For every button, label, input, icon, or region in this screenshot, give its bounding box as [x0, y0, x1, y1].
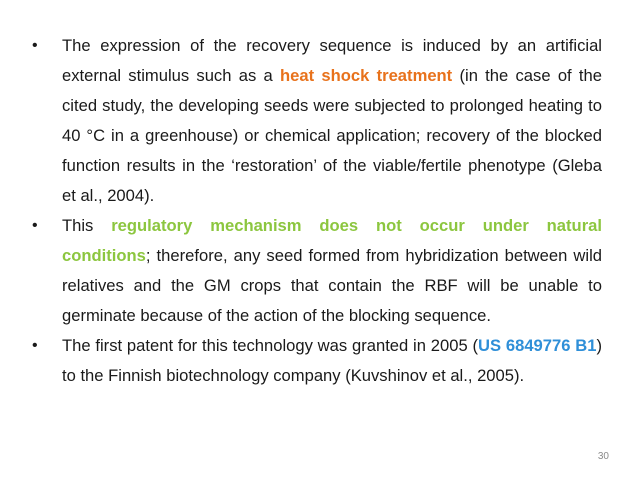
- bullet-text: The expression of the recovery sequence is induced by an artificial external stimulus such as a: [62, 36, 602, 85]
- bullet-list: [30, 31, 602, 391]
- bullet-item-recovery: [30, 31, 602, 211]
- bullet-item-patent: [30, 331, 602, 391]
- highlight-heat-shock: heat shock treatment: [280, 66, 453, 85]
- bullet-dot-icon: •: [32, 217, 38, 234]
- bullet-dot-icon: •: [32, 37, 38, 54]
- bullet-text: ) to the Finnish biotechnology company (Kuvshinov et al., 2005).: [62, 336, 603, 385]
- bullet-text: The first patent for this technology was granted in 2005 (: [62, 336, 479, 355]
- bullet-text: (in the case of the cited study, the developing seeds were subjected to prolonged heating to 40 °C in a greenhouse) or chemical application; recovery of the blocked function results in the ‘restoration’ of the viable/fertile phenotype (Gleba et al., 2004).: [62, 66, 602, 205]
- bullet-item-regulatory: [30, 211, 602, 331]
- highlight-patent-number: US 6849776 B1: [478, 336, 597, 355]
- highlight-regulatory-mechanism: regulatory mechanism does not occur under natural conditions: [62, 216, 602, 265]
- bullet-dot-icon: •: [32, 337, 38, 354]
- bullet-text: This: [62, 216, 112, 235]
- bullet-text: ; therefore, any seed formed from hybridization between wild relatives and the GM crops that contain the RBF will be unable to germinate because of the action of the blocking sequence.: [62, 246, 602, 325]
- page-number: 30: [597, 451, 609, 462]
